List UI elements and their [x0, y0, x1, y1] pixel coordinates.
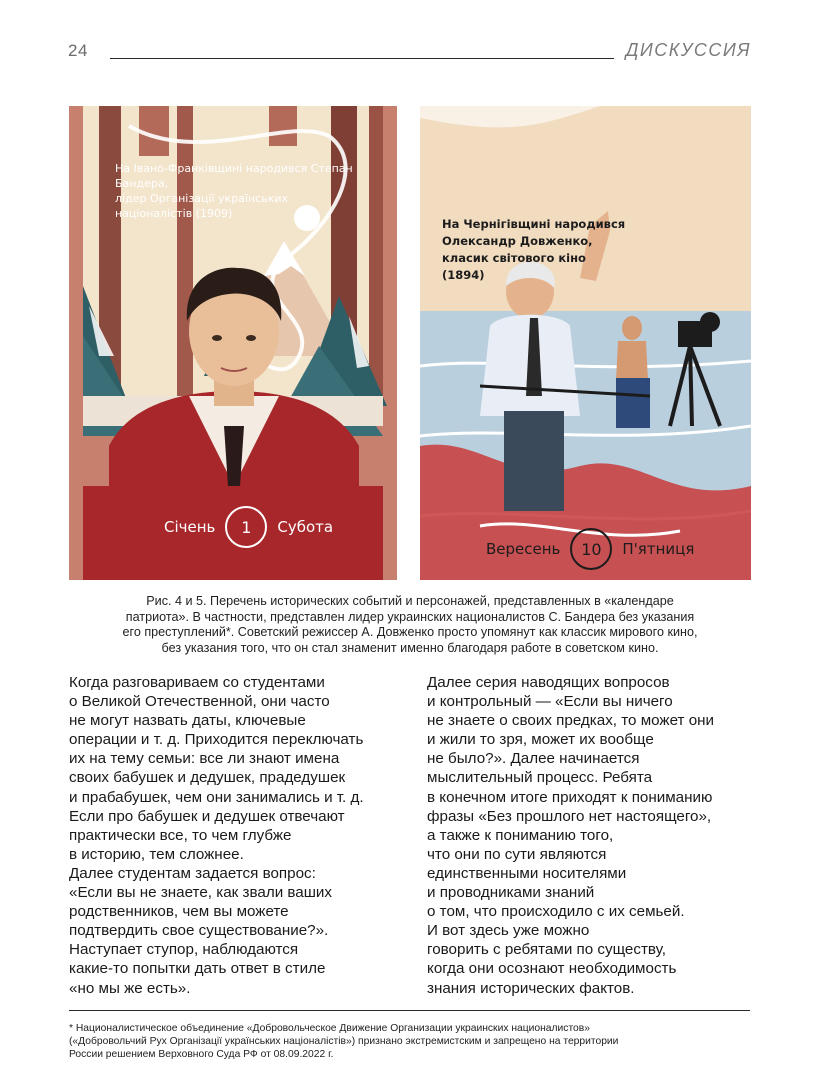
poster-dovzhenko	[420, 106, 751, 580]
text-line: какие-то попытки дать ответ в стиле	[69, 960, 326, 978]
text-line: и прабабушек, чем они занимались и т. д.	[69, 788, 364, 806]
text-line: единственными носителями	[427, 864, 627, 882]
body-column-left	[69, 673, 364, 998]
text-line: «но мы же есть».	[69, 979, 191, 997]
page-number: 24	[68, 41, 88, 60]
text-line: в историю, тем сложнее.	[69, 845, 244, 863]
text-line: в конечном итоге приходят к пониманию	[427, 788, 713, 806]
date-month: Січень	[164, 518, 216, 536]
footnote: * Националистическое объединение «Добровольческое Движение Организации украинских националистов» («Добровольчий Рух Організації українських націоналістів») признано экстремистским и запрещено на территории России решением Верховного Суда РФ от 08.09.2022 г.	[69, 1023, 619, 1061]
text-line: знания исторических фактов.	[427, 979, 635, 997]
header-rule	[110, 58, 614, 59]
poster-dovzhenko-date	[486, 528, 694, 570]
text-line: практически все, то чем глубже	[69, 826, 292, 844]
text-line: Наступает ступор, наблюдаются	[69, 941, 299, 959]
text-line: когда они осознают необходимость	[427, 960, 677, 978]
text-line: подтвердить свое существование?».	[69, 922, 329, 940]
text-line: своих бабушек и дедушек, прадедушек	[69, 769, 346, 787]
date-day: 10	[570, 528, 612, 570]
date-day: 1	[225, 506, 267, 548]
text-line: И вот здесь уже можно	[427, 922, 590, 940]
text-line: не могут назвать даты, ключевые	[69, 712, 306, 730]
text-line: Если про бабушек и дедушек отвечают	[69, 807, 345, 825]
text-line: и жили то зря, может их вообще	[427, 731, 654, 749]
date-month: Вересень	[486, 540, 561, 558]
section-title: ДИСКУССИЯ	[625, 40, 751, 60]
date-weekday: Субота	[277, 518, 334, 536]
text-line: не было?». Далее начинается	[427, 750, 640, 768]
text-line: что они по сути являются	[427, 845, 607, 863]
footnote-rule	[69, 1010, 750, 1011]
text-line: Далее студентам задается вопрос:	[69, 864, 316, 882]
poster-dovzhenko-caption: На Чернігівщині народився Олександр Довженко, класик світового кіно (1894)	[442, 217, 626, 282]
text-line: и контрольный — «Если вы ничего	[427, 693, 673, 711]
text-line: о том, что происходило с их семьей.	[427, 903, 685, 921]
poster-bandera-date	[164, 506, 333, 548]
text-line: фразы «Без прошлого нет настоящего»,	[427, 807, 712, 825]
text-line: Далее серия наводящих вопросов	[427, 674, 670, 691]
text-line: о Великой Отечественной, они часто	[69, 693, 330, 711]
text-line: не знаете о своих предках, то может они	[427, 712, 715, 730]
poster-dovzhenko-illustration	[420, 106, 751, 580]
text-line: мыслительный процесс. Ребята	[427, 769, 653, 787]
poster-bandera	[69, 106, 397, 580]
text-line: родственников, чем вы можете	[69, 903, 289, 921]
body-column-right	[427, 673, 714, 998]
text-line: а также к пониманию того,	[427, 826, 614, 844]
text-line: операции и т. д. Приходится переключать	[69, 731, 364, 749]
text-line: «Если вы не знаете, как звали ваших	[69, 884, 332, 902]
date-weekday: П'ятниця	[622, 540, 695, 558]
text-line: их на тему семьи: все ли знают имена	[69, 750, 340, 768]
figure-caption: Рис. 4 и 5. Перечень исторических событий и персонажей, представленных в «календаре патриота». В частности, представлен лидер украинских националистов С. Бандера без указания его преступлений*. Советский режиссер А. Довженко просто упомянут как классик мирового кино, без указания того, что он стал знаменит именно благодаря работе в советском кино.	[122, 594, 698, 655]
text-line: Когда разговариваем со студентами	[69, 674, 325, 691]
text-line: и проводниками знаний	[427, 884, 595, 902]
text-line: говорить с ребятами по существу,	[427, 941, 666, 959]
poster-bandera-caption: На Івано-Франківщині народився Степан Бандера, лідер Організації українських націоналістів (1909)	[115, 162, 353, 220]
